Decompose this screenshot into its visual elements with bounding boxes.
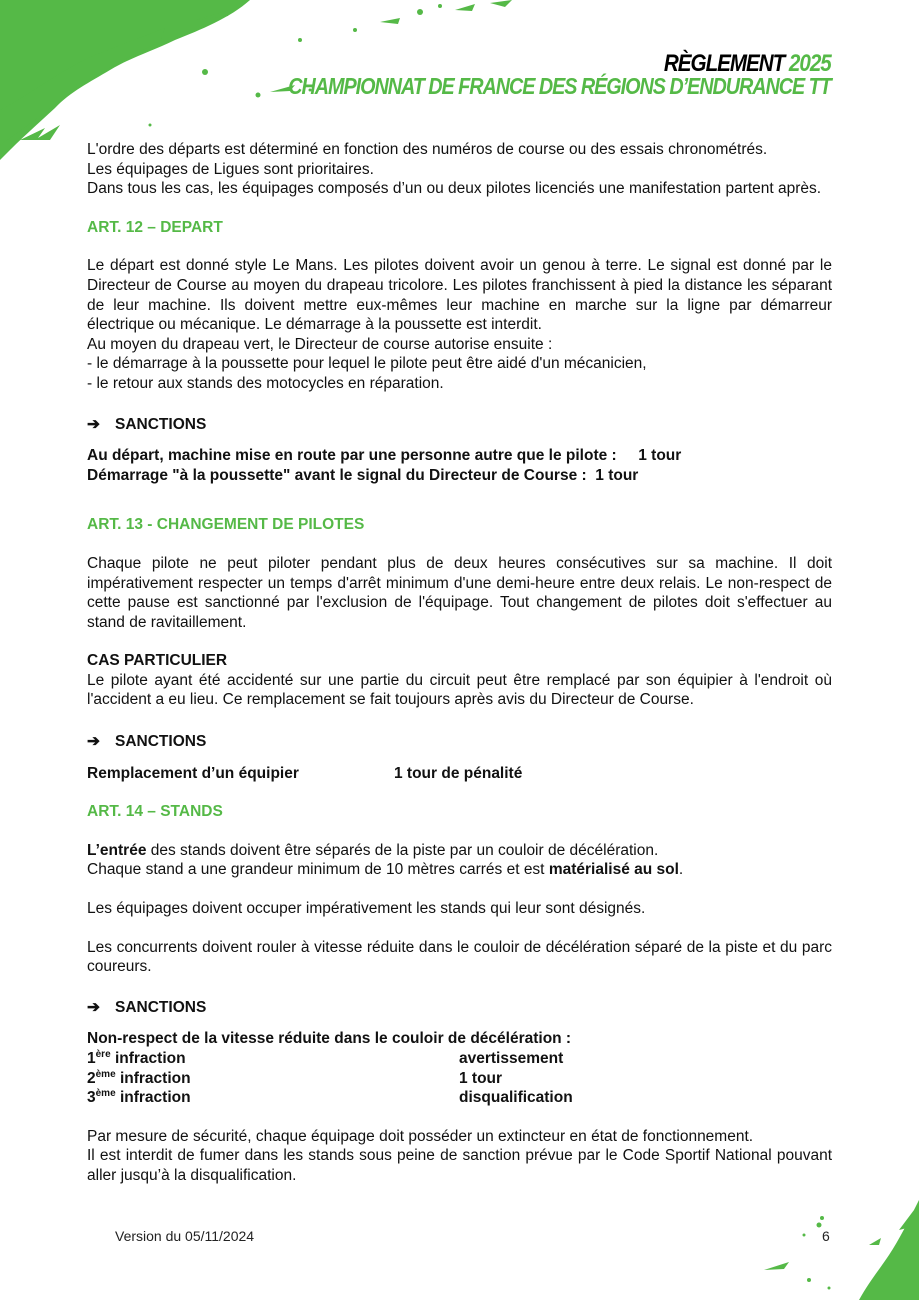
infraction-penalty: avertissement — [459, 1050, 564, 1067]
art12-sanctions-heading — [87, 415, 832, 435]
art14-p1-bold: L’entrée — [87, 841, 147, 859]
art13-heading: ART. 13 - CHANGEMENT DE PILOTES — [87, 516, 365, 534]
art12-sanction-2: Démarrage "à la poussette" avant le signal du Directeur de Course : 1 tour — [87, 466, 639, 484]
art12-line2: Au moyen du drapeau vert, le Directeur de course autorise ensuite : — [87, 335, 553, 353]
art13-special-heading: CAS PARTICULIER — [87, 652, 228, 670]
art14-heading: ART. 14 – STANDS — [87, 803, 223, 821]
art14-table-title: Non-respect de la vitesse réduite dans le couloir de décélération : — [87, 1030, 572, 1048]
art12-sanction-1: Au départ, machine mise en route par une personne autre que le pilote : 1 tour — [87, 447, 682, 465]
infraction-penalty: 1 tour — [459, 1069, 503, 1087]
infraction-row-1 — [87, 1049, 832, 1069]
art13-special-body: Le pilote ayant été accidenté sur une partie du circuit peut être remplacé par son équipier à l'endroit où l'accident a eu lieu. Ce remplacement se fait toujours après avis du Directeur de Course. — [87, 671, 832, 709]
art14-paragraph-1 — [87, 841, 832, 861]
sanction-value: 1 tour de pénalité — [394, 764, 523, 782]
infraction-row-3 — [87, 1088, 832, 1108]
intro-paragraph-2: Les équipages de Ligues sont prioritaires. — [87, 160, 374, 178]
art14-p2-end: . — [678, 861, 684, 879]
sanctions-label: SANCTIONS — [115, 415, 207, 433]
infraction-ordinal: ème — [95, 1068, 116, 1080]
infraction-text: infraction — [110, 1050, 186, 1067]
page-number: 6 — [822, 1228, 830, 1244]
infraction-ordinal: ème — [95, 1088, 116, 1100]
intro-paragraph-1: L'ordre des départs est déterminé en fonction des numéros de course ou des essais chronométrés. — [87, 141, 768, 158]
art14-paragraph-6: Il est interdit de fumer dans les stands sous peine de sanction prévue par le Code Sportif National pouvant aller jusqu’à la disqualification. — [87, 1147, 832, 1184]
header-year: 2025 — [789, 50, 831, 77]
header-title-word: RÈGLEMENT — [664, 50, 785, 77]
art13-body: Chaque pilote ne peut piloter pendant plus de deux heures consécutives sur sa machine. Il doit impérativement respecter un temps d'arrêt minimum d'une demi-heure entre deux relais. Le non-respect de cette pause est sanctionné par l'exclusion de l'équipage. Tout changement de pilotes doit s'effectuer au stand de ravitaillement. — [87, 554, 832, 631]
art12-heading: ART. 12 – DEPART — [87, 218, 223, 236]
sanction-label: Remplacement d’un équipier — [87, 764, 299, 782]
infraction-text: infraction — [115, 1089, 191, 1107]
art14-paragraph-5: Par mesure de sécurité, chaque équipage doit posséder un extincteur en état de fonctionnement. — [87, 1127, 754, 1145]
infraction-number: 2 — [87, 1069, 96, 1087]
art13-sanction-row — [87, 764, 832, 784]
sanctions-label: SANCTIONS — [115, 733, 207, 751]
art14-p1-rest: des stands doivent être séparés de la piste par un couloir de décélération. — [146, 841, 659, 859]
art12-bullet-1: - le démarrage à la poussette pour lequel le pilote peut être aidé d'un mécanicien, — [87, 355, 647, 373]
infraction-label — [87, 1069, 459, 1089]
art14-p2-start: Chaque stand a une grandeur minimum de 10 mètres carrés et est — [87, 861, 549, 879]
document-body — [87, 140, 832, 1186]
infraction-text: infraction — [115, 1069, 191, 1087]
intro-paragraph-3: Dans tous les cas, les équipages composés d’un ou deux pilotes licenciés une manifestation partent après. — [87, 180, 822, 198]
art13-sanctions-heading — [87, 732, 832, 752]
infraction-number: 1 — [87, 1050, 96, 1067]
infraction-row-2 — [87, 1069, 832, 1089]
infraction-ordinal: ère — [95, 1048, 111, 1060]
infraction-label — [87, 1088, 459, 1108]
sanctions-label: SANCTIONS — [115, 998, 207, 1016]
arrow-right-icon: ➔ — [87, 733, 100, 751]
art14-paragraph-3: Les équipages doivent occuper impérativement les stands qui leur sont désignés. — [87, 900, 646, 918]
art14-sanctions-heading — [87, 998, 832, 1018]
infraction-penalty: disqualification — [459, 1089, 573, 1107]
art12-body: Le départ est donné style Le Mans. Les pilotes doivent avoir un genou à terre. Le signal est donné par le Directeur de Course au moyen du drapeau tricolore. Les pilotes franchissent à pied la distance les séparant de leur machine. Ils doivent mettre eux-mêmes leur machine en marche sur la ligne par démarreur électrique ou mécanique. Le démarrage à la poussette est interdit. — [87, 257, 832, 334]
arrow-right-icon: ➔ — [87, 415, 100, 433]
infraction-label — [87, 1049, 459, 1069]
header-title — [289, 50, 831, 77]
green-splash-bottom-right — [749, 1190, 919, 1300]
art12-bullet-2: - le retour aux stands des motocycles en réparation. — [87, 374, 444, 392]
document-header — [200, 50, 831, 99]
header-subtitle: CHAMPIONNAT DE FRANCE DES RÉGIONS D’ENDURANCE TT — [288, 73, 831, 99]
footer-version: Version du 05/11/2024 — [115, 1228, 255, 1244]
art14-paragraph-4: Les concurrents doivent rouler à vitesse réduite dans le couloir de décélération séparé de la piste et du parc coureurs. — [87, 938, 832, 976]
art14-paragraph-2 — [87, 860, 832, 880]
arrow-right-icon: ➔ — [87, 998, 100, 1016]
art14-p2-bold: matérialisé au sol — [548, 861, 679, 879]
infraction-number: 3 — [87, 1089, 96, 1107]
